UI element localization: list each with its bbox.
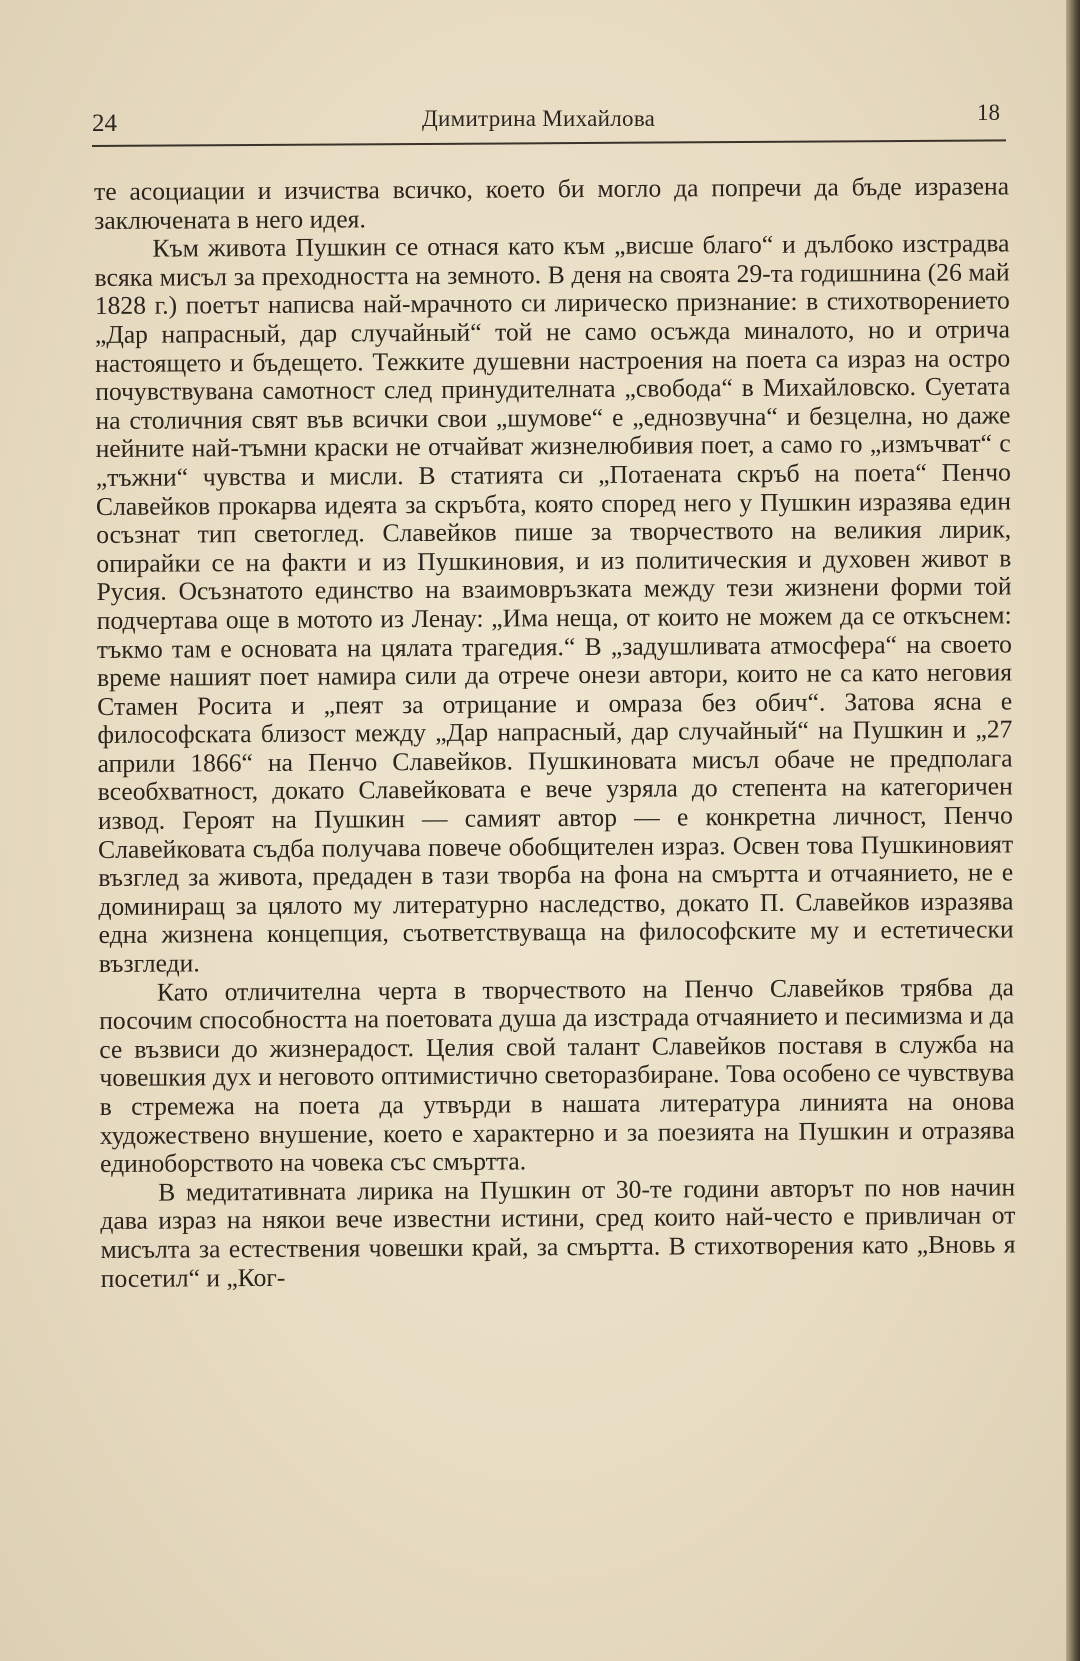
- paragraph-continuation: те асоциации и изчиства всичко, което би могло да попречи да бъде изразена заключената в него идея.: [93, 171, 1010, 235]
- paragraph: В медитативната лирика на Пушкин от 30-те години авторът по нов начин дава израз на някои вече известни истини, сред които най-често е привличан от мисълта за естествения човешки край, за смъртта. В стихотворения като „Вновь я посетил“ и „Ког-: [100, 1172, 1016, 1293]
- book-spine-shadow: [1066, 0, 1080, 1661]
- body-text: [94, 172, 1016, 1293]
- header-rule: [92, 139, 1006, 147]
- paragraph: Като отличителна черта в творчеството на Пенчо Славейков трябва да посочим способността на поетовата душа да изстрада отчаянието и песимизма и да се възвиси до жизнерадост. Целия свой талант Славейков поставя в служба на човешкия дух и неговото оптимистично светоразбиране. Това особено се чувствува в стремежа на поета да утвърди в нашата литература линията на онова художествено внушение, което е характерно и за поезията на Пушкин и отразява единоборството на човека със смъртта.: [99, 972, 1015, 1179]
- paragraph: Към живота Пушкин се отнася като към „висше благо“ и дълбоко изстрадва всяка мисъл за преходността на земното. В деня на своята 29-та годишнина (26 май 1828 г.) поетът написва най-мрачното си лирическо признание: в стихотворението „Дар напрасный, дар случайный“ той не само осъжда миналото, но и отрича настоящето и бъдещето. Тежките душевни настроения на поета са израз на остро почувствувана самотност след принудителната „свобода“ в Михайловско. Суетата на столичния свят във всички свои „шумове“ е „еднозвучна“ и безцелна, но даже нейните най-тъмни краски не отчайват жизнелюбивия поет, а само го „измъчват“ с „тъжни“ чувства и мисли. В статията си „Потаената скръб на поета“ Пенчо Славейков прокарва идеята за скръбта, която според него у Пушкин изразява един осъзнат тип светоглед. Славейков пише за творчеството на великия лирик, опирайки се на факти и из Пушкиновия, и из политическия и духовен живот в Русия. Осъзнатото единство на взаимовръзката между тези жизнени форми той подчертава още в мотото из Ленау: „Има неща, от които не можем да се откъснем: тъкмо там е основата на цялата трагедия.“ В „задушливата атмосфера“ на своето време нашият поет намира сили да отрече онези автори, които не са като неговия Стамен Росита и „пеят за отрицание и омраза без обич“. Затова ясна е философската близост между „Дар напрасный, дар случайный“ на Пушкин и „27 априли 1866“ на Пенчо Славейков. Пушкиновата мисъл обаче не предполага всеобхватност, докато Славейковата е вече узряла до степента на категоричен извод. Героят на Пушкин — самият автор — е конкретна личност, Пенчо Славейковата съдба получава повече обобщителен израз. Освен това Пушкиновият възглед за живота, предаден в тази творба на фона на смъртта и отчаянието, не е доминиращ за цялото му литературно наследство, докато П. Славейков изразява една жизнена концепция, съответствуваща на философските му и естетически възгледи.: [94, 228, 1014, 979]
- signature-number: 18: [977, 100, 1000, 125]
- running-head-author: Димитрина Михайлова: [422, 106, 656, 131]
- page-number: 24: [92, 110, 117, 137]
- page-header: [92, 102, 1010, 138]
